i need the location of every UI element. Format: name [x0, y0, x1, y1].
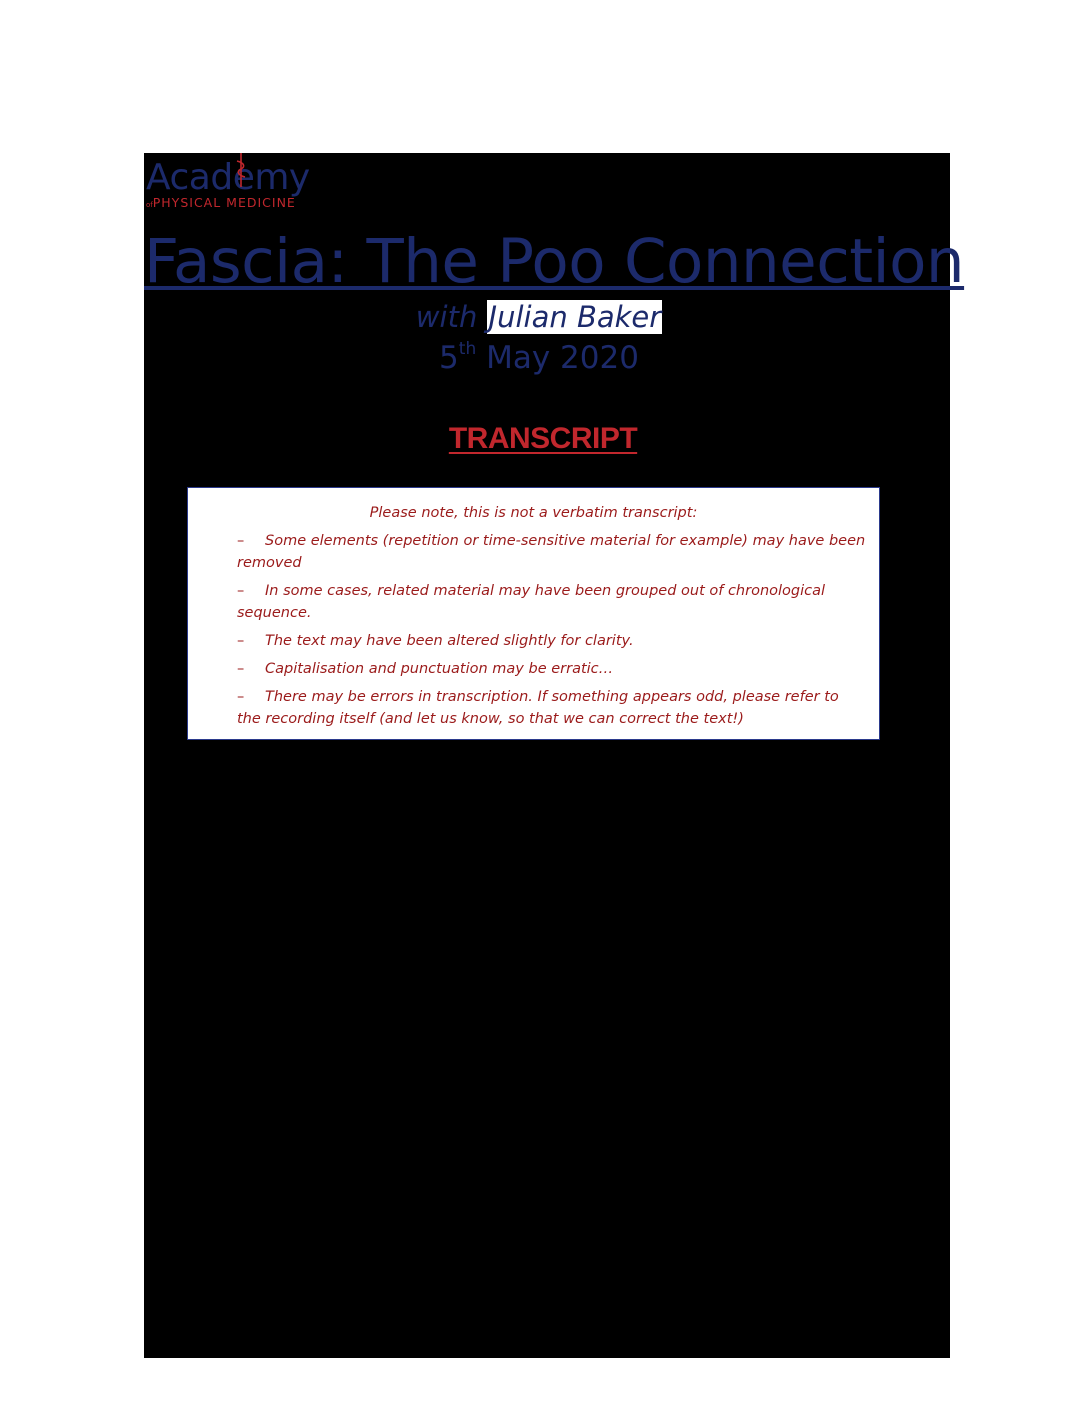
list-item-text: The text may have been altered slightly for clarity. [265, 633, 634, 649]
date-day: 5 [439, 340, 459, 376]
list-item-text: Some elements (repetition or time-sensitive material for example) may have been removed [237, 533, 866, 571]
dash-marker: – [237, 661, 245, 677]
logo-subtitle-text: PHYSICAL MEDICINE [152, 195, 296, 210]
disclaimer-box [187, 487, 880, 740]
presenter-name: Julian Baker [488, 300, 662, 334]
disclaimer-list [237, 530, 867, 736]
list-item [237, 686, 867, 730]
list-item-text: Capitalisation and punctuation may be erratic… [265, 661, 614, 677]
academy-logo [146, 152, 336, 214]
page-title: Fascia: The Poo Connection [144, 226, 965, 297]
logo-subtitle [146, 196, 296, 212]
list-item [237, 630, 867, 652]
list-item-text: In some cases, related material may have been grouped out of chronological sequence. [237, 583, 826, 621]
list-item-text: There may be errors in transcription. If something appears odd, please refer to the recording itself (and let us know, so that we can correct the text!) [237, 689, 839, 727]
presenter-prefix: with [415, 300, 478, 334]
dash-marker: – [237, 633, 245, 649]
list-item [237, 580, 867, 624]
logo-wordmark: Academy [146, 157, 310, 198]
logo-of: of [146, 201, 153, 209]
transcript-heading: TRANSCRIPT [448, 422, 638, 455]
dash-marker: – [237, 689, 245, 705]
dash-marker: – [237, 533, 245, 549]
presenter-line [144, 298, 934, 336]
date-suffix: th [458, 339, 477, 359]
dash-marker: – [237, 583, 245, 599]
date-rest: May 2020 [486, 340, 639, 376]
disclaimer-heading: Please note, this is not a verbatim transcript: [369, 505, 698, 521]
event-date [144, 338, 934, 378]
list-item [237, 530, 867, 574]
list-item [237, 658, 867, 680]
caduceus-icon [234, 152, 248, 188]
